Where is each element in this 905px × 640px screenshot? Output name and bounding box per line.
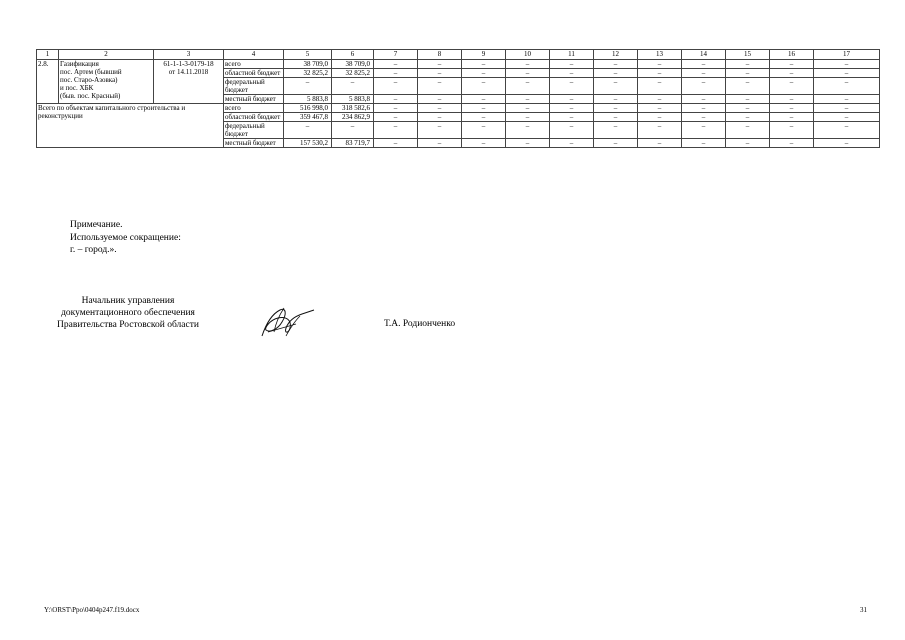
handwritten-signature	[256, 302, 318, 342]
budget-table	[36, 49, 880, 148]
funding-source-cell: областной бюджет	[224, 69, 284, 78]
dash-cell: –	[462, 113, 506, 122]
item-code-line: 61-1-1-3-0179-18	[163, 60, 214, 68]
dash-cell: –	[594, 122, 638, 139]
dash-cell: –	[770, 95, 814, 104]
header-cell: 16	[770, 50, 814, 60]
dash-cell: –	[638, 95, 682, 104]
dash-cell: –	[770, 104, 814, 113]
dash-cell: –	[374, 122, 418, 139]
header-cell: 3	[154, 50, 224, 60]
header-cell: 10	[506, 50, 550, 60]
funding-source-cell: местный бюджет	[224, 95, 284, 104]
dash-cell: –	[374, 139, 418, 148]
note-line-abbreviation: Используемое сокращение:	[70, 232, 181, 243]
dash-cell: –	[638, 139, 682, 148]
dash-cell: –	[814, 60, 880, 69]
dash-cell: –	[814, 95, 880, 104]
dash-cell: –	[374, 95, 418, 104]
header-cell: 5	[284, 50, 332, 60]
dash-cell: –	[682, 139, 726, 148]
dash-cell: –	[418, 122, 462, 139]
dash-cell: –	[418, 104, 462, 113]
value-cell-col6: 318 582,6	[332, 104, 374, 113]
dash-cell: –	[506, 122, 550, 139]
value-cell-col5: –	[284, 78, 332, 95]
dash-cell: –	[682, 122, 726, 139]
dash-cell: –	[814, 113, 880, 122]
dash-cell: –	[770, 122, 814, 139]
item-code-line: от 14.11.2018	[168, 68, 209, 76]
funding-source-cell: всего	[224, 60, 284, 69]
dash-cell: –	[638, 113, 682, 122]
dash-cell: –	[726, 95, 770, 104]
dash-cell: –	[638, 122, 682, 139]
item-name-cell	[59, 60, 154, 104]
dash-cell: –	[506, 104, 550, 113]
note-title: Примечание.	[70, 220, 123, 230]
dash-cell: –	[814, 122, 880, 139]
dash-cell: –	[418, 60, 462, 69]
dash-cell: –	[638, 104, 682, 113]
dash-cell: –	[418, 95, 462, 104]
value-cell-col6: 234 862,9	[332, 113, 374, 122]
dash-cell: –	[726, 69, 770, 78]
dash-cell: –	[462, 78, 506, 95]
header-cell: 8	[418, 50, 462, 60]
dash-cell: –	[506, 60, 550, 69]
table-row	[37, 104, 880, 113]
value-cell-col5: –	[284, 122, 332, 139]
dash-cell: –	[374, 69, 418, 78]
dash-cell: –	[462, 139, 506, 148]
dash-cell: –	[374, 104, 418, 113]
dash-cell: –	[550, 113, 594, 122]
note-block	[70, 219, 181, 257]
funding-source-cell: всего	[224, 104, 284, 113]
dash-cell: –	[506, 113, 550, 122]
item-number-cell: 2.8.	[37, 60, 59, 104]
dash-cell: –	[550, 60, 594, 69]
dash-cell: –	[418, 78, 462, 95]
dash-cell: –	[374, 113, 418, 122]
dash-cell: –	[638, 78, 682, 95]
dash-cell: –	[682, 113, 726, 122]
value-cell-col5: 38 709,0	[284, 60, 332, 69]
header-cell: 13	[638, 50, 682, 60]
signatory-name: Т.А. Родионченко	[384, 319, 456, 329]
item-name-line: пос. Артем (бывший	[60, 68, 122, 76]
dash-cell: –	[814, 78, 880, 95]
item-name-line: Газификация	[60, 60, 99, 68]
value-cell-col6: 5 883,8	[332, 95, 374, 104]
dash-cell: –	[814, 104, 880, 113]
dash-cell: –	[550, 139, 594, 148]
dash-cell: –	[726, 78, 770, 95]
dash-cell: –	[594, 95, 638, 104]
value-cell-col5: 157 530,2	[284, 139, 332, 148]
dash-cell: –	[726, 139, 770, 148]
value-cell-col5: 516 998,0	[284, 104, 332, 113]
header-cell: 4	[224, 50, 284, 60]
dash-cell: –	[418, 113, 462, 122]
funding-source-cell: федеральный бюджет	[224, 78, 284, 95]
dash-cell: –	[814, 69, 880, 78]
dash-cell: –	[638, 60, 682, 69]
dash-cell: –	[462, 122, 506, 139]
dash-cell: –	[550, 69, 594, 78]
position-line-2: документационного обеспечения	[61, 308, 195, 318]
value-cell-col6: –	[332, 122, 374, 139]
dash-cell: –	[726, 113, 770, 122]
value-cell-col5: 359 467,8	[284, 113, 332, 122]
dash-cell: –	[682, 69, 726, 78]
position-line-3: Правительства Ростовской области	[57, 320, 199, 330]
header-cell: 9	[462, 50, 506, 60]
dash-cell: –	[550, 122, 594, 139]
dash-cell: –	[374, 78, 418, 95]
dash-cell: –	[506, 78, 550, 95]
dash-cell: –	[418, 69, 462, 78]
dash-cell: –	[770, 78, 814, 95]
dash-cell: –	[726, 104, 770, 113]
dash-cell: –	[726, 60, 770, 69]
header-cell: 7	[374, 50, 418, 60]
dash-cell: –	[770, 113, 814, 122]
dash-cell: –	[814, 139, 880, 148]
dash-cell: –	[682, 78, 726, 95]
value-cell-col6: –	[332, 78, 374, 95]
dash-cell: –	[594, 78, 638, 95]
dash-cell: –	[682, 104, 726, 113]
dash-cell: –	[550, 104, 594, 113]
value-cell-col6: 83 719,7	[332, 139, 374, 148]
header-cell: 11	[550, 50, 594, 60]
total-label-cell: Всего по объектам капитального строительства и реконструкции	[37, 104, 224, 148]
dash-cell: –	[638, 69, 682, 78]
header-cell: 6	[332, 50, 374, 60]
dash-cell: –	[506, 139, 550, 148]
dash-cell: –	[374, 60, 418, 69]
table-row	[37, 60, 880, 69]
value-cell-col5: 32 825,2	[284, 69, 332, 78]
dash-cell: –	[594, 69, 638, 78]
funding-source-cell: областной бюджет	[224, 113, 284, 122]
dash-cell: –	[594, 60, 638, 69]
dash-cell: –	[462, 60, 506, 69]
funding-source-cell: местный бюджет	[224, 139, 284, 148]
item-name-line: (быв. пос. Красный)	[60, 92, 121, 100]
dash-cell: –	[462, 95, 506, 104]
value-cell-col5: 5 883,8	[284, 95, 332, 104]
item-name-line: и пос. ХБК	[60, 84, 94, 92]
dash-cell: –	[418, 139, 462, 148]
item-name-line: пос. Старо-Азовка)	[60, 76, 118, 84]
header-cell: 1	[37, 50, 59, 60]
value-cell-col6: 38 709,0	[332, 60, 374, 69]
dash-cell: –	[770, 69, 814, 78]
dash-cell: –	[770, 139, 814, 148]
signatory-position	[36, 295, 220, 331]
dash-cell: –	[462, 69, 506, 78]
header-cell: 14	[682, 50, 726, 60]
dash-cell: –	[462, 104, 506, 113]
page-number: 31	[860, 606, 867, 614]
position-line-1: Начальник управления	[81, 296, 175, 306]
header-cell: 12	[594, 50, 638, 60]
header-cell: 17	[814, 50, 880, 60]
dash-cell: –	[506, 69, 550, 78]
dash-cell: –	[682, 95, 726, 104]
value-cell-col6: 32 825,2	[332, 69, 374, 78]
dash-cell: –	[594, 139, 638, 148]
funding-source-cell: федеральный бюджет	[224, 122, 284, 139]
dash-cell: –	[594, 104, 638, 113]
header-cell: 2	[59, 50, 154, 60]
dash-cell: –	[682, 60, 726, 69]
dash-cell: –	[594, 113, 638, 122]
dash-cell: –	[550, 95, 594, 104]
file-path: Y:\ORST\Ppo\0404p247.f19.docx	[44, 606, 140, 614]
dash-cell: –	[726, 122, 770, 139]
header-row	[37, 50, 880, 60]
item-code-cell	[154, 60, 224, 104]
dash-cell: –	[770, 60, 814, 69]
dash-cell: –	[506, 95, 550, 104]
note-line-city: г. – город.».	[70, 245, 117, 255]
dash-cell: –	[550, 78, 594, 95]
header-cell: 15	[726, 50, 770, 60]
